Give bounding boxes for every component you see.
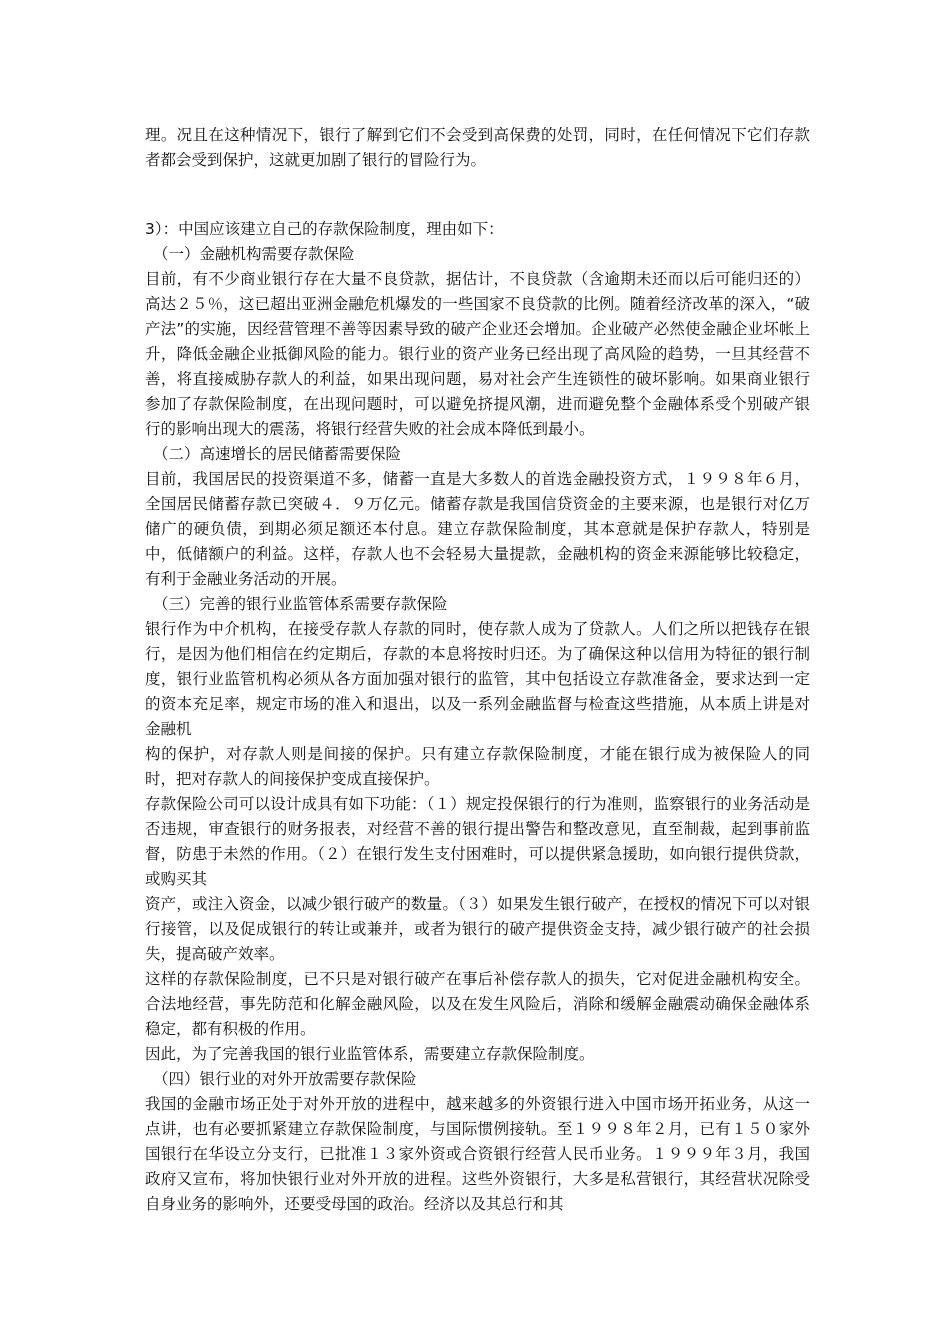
- paragraph: 因此，为了完善我国的银行业监管体系，需要建立存款保险制度。: [145, 1045, 595, 1063]
- section-heading-4: （四）银行业的对外开放需要存款保险: [153, 1070, 417, 1088]
- section-heading-2: （二）高速增长的居民储蓄需要保险: [153, 445, 402, 463]
- paragraph: 目前，我国居民的投资渠道不多，储蓄一直是大多数人的首选金融投资方式，１９９８年６月，全国居民储蓄存款已突破４．９万亿元。储蓄存款是我国信贷资金的主要来源，也是银行对亿万储广的硬负债，到期必须足额还本付息。建立存款保险制度，其本意就是保护存款人，特别是中，低储额户的利益。这样，存款人也不会轻易大量提款，金融机构的资金来源能够比较稳定，有利于金融业务活动的开展。: [145, 470, 810, 588]
- paragraph: 这样的存款保险制度，已不只是对银行破产在事后补偿存款人的损失，它对促进金融机构安全。合法地经营，事先防范和化解金融风险，以及在发生风险后，消除和缓解金融震动确保金融体系稳定，都有积极的作用。: [145, 970, 810, 1038]
- paragraph: 构的保护，对存款人则是间接的保护。只有建立存款保险制度，才能在银行成为被保险人的同时，把对存款人的间接保护变成直接保护。: [145, 745, 810, 788]
- section-heading-1: （一）金融机构需要存款保险: [153, 245, 355, 263]
- section-heading-3: （三）完善的银行业监管体系需要存款保险: [153, 595, 448, 613]
- paragraph: 我国的金融市场正处于对外开放的进程中，越来越多的外资银行进入中国市场开拓业务，从这一点讲，也有必要抓紧建立存款保险制度，与国际惯例接轨。至１９９８年２月，已有１５０家外国银行在华设立分支行，已批准１３家外资或合资银行经营人民币业务。１９９９年３月，我国政府又宣布，将加快银行业对外开放的进程。这些外资银行，大多是私营银行，其经营状况除受自身业务的影响外，还要受母国的政治。经济以及其总行和其: [145, 1095, 810, 1213]
- paragraph: 存款保险公司可以设计成具有如下功能：（１）规定投保银行的行为准则，监察银行的业务活动是否违规，审查银行的财务报表，对经营不善的银行提出警告和整改意见，直至制裁，起到事前监督，防患于未然的作用。（２）在银行发生支付困难时，可以提供紧急援助，如向银行提供贷款，或购买其: [145, 795, 810, 888]
- paragraph-continued: 理。况且在这种情况下，银行了解到它们不会受到高保费的处罚，同时，在任何情况下它们存款者都会受到保护，这就更加剧了银行的冒险行为。: [145, 126, 810, 169]
- blank-line: [145, 173, 810, 198]
- paragraph: 资产，或注入资金，以减少银行破产的数量。（３）如果发生银行破产，在授权的情况下可以对银行接管，以及促成银行的转让或兼并，或者为银行的破产提供资金支持，减少银行破产的社会损失，提高破产效率。: [145, 895, 810, 963]
- document-body: [145, 123, 810, 1217]
- paragraph: 目前，有不少商业银行存在大量不良贷款，据估计，不良贷款（含逾期未还而以后可能归还的）高达２５％，这已超出亚洲金融危机爆发的一些国家不良贷款的比例。随着经济改革的深入，“破产法”的实施，因经营管理不善等因素导致的破产企业还会增加。企业破产必然使金融企业坏帐上升，降低金融企业抵御风险的能力。银行业的资产业务已经出现了高风险的趋势，一旦其经营不善，将直接威胁存款人的利益，如果出现问题，易对社会产生连锁性的破坏影响。如果商业银行参加了存款保险制度，在出现问题时，可以避免挤提风潮，进而避免整个金融体系受个别破产银行的影响出现大的震荡，将银行经营失败的社会成本降低到最小。: [145, 270, 810, 438]
- paragraph: 银行作为中介机构，在接受存款人存款的同时，使存款人成为了贷款人。人们之所以把钱存在银行，是因为他们相信在约定期后，存款的本息将按时归还。为了确保这种以信用为特征的银行制度，银行业监管机构必须从各方面加强对银行的监管，其中包括设立存款准备金，要求达到一定的资本充足率，规定市场的准入和退出，以及一系列金融监督与检查这些措施，从本质上讲是对金融机: [145, 620, 810, 738]
- section-intro: 3）：中国应该建立自己的存款保险制度，理由如下：: [145, 220, 504, 238]
